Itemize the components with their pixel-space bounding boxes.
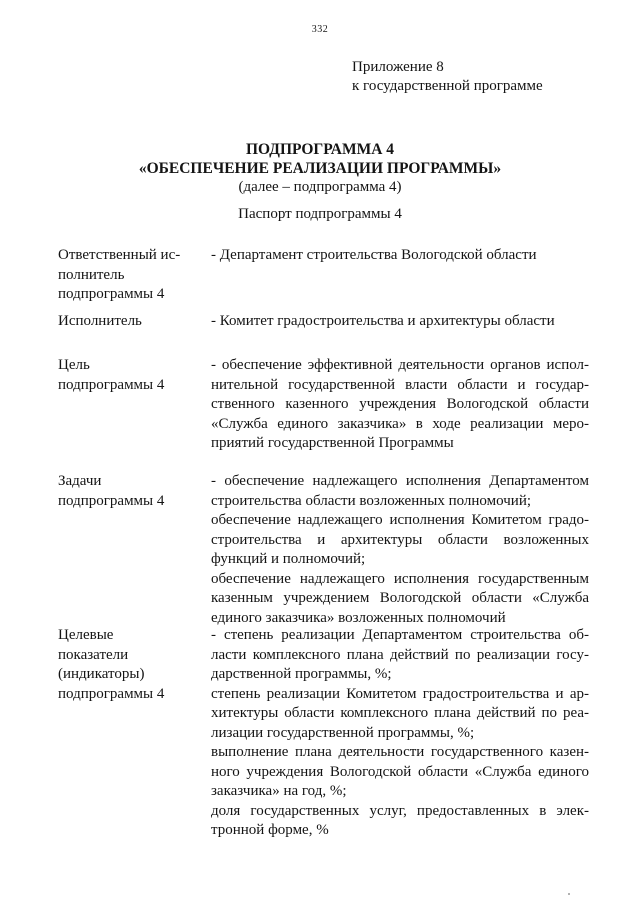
title-line-2: «ОБЕСПЕЧЕНИЕ РЕАЛИЗАЦИИ ПРОГРАММЫ» bbox=[138, 160, 502, 177]
row-value bbox=[211, 356, 589, 454]
value-line: - Департамент строительства Вологодской области bbox=[211, 247, 537, 263]
page-number: 332 bbox=[311, 24, 329, 35]
value-line: степень реализации Комитетом градостроительства и ар- bbox=[211, 685, 589, 702]
value-line: ласти комплексного плана действий по реализации госу- bbox=[211, 646, 589, 663]
value-line: приятий государственной Программы bbox=[211, 435, 454, 451]
label-line: Исполнитель bbox=[58, 313, 142, 329]
value-line: доля государственных услуг, предоставленных в элек- bbox=[211, 802, 589, 819]
value-line: тронной форме, % bbox=[211, 822, 329, 838]
label-line: показатели bbox=[58, 646, 129, 663]
label-line: подпрограммы 4 bbox=[58, 685, 165, 702]
value-line: строительства области возложенных полномочий; bbox=[211, 492, 532, 509]
passport-heading: Паспорт подпрограммы 4 bbox=[238, 206, 402, 222]
row-value bbox=[211, 312, 589, 332]
subprogram-title bbox=[0, 140, 640, 197]
row-label bbox=[58, 312, 198, 332]
title-subtitle: (далее – подпрограмма 4) bbox=[238, 179, 402, 195]
label-line: полнитель bbox=[58, 266, 125, 283]
row-label bbox=[58, 472, 198, 511]
value-line: выполнение плана деятельности государственного казен- bbox=[211, 744, 589, 760]
scan-speck bbox=[568, 893, 570, 895]
label-line: Задачи bbox=[58, 473, 102, 489]
row-label bbox=[58, 246, 198, 305]
value-line: заказчика» на год, %; bbox=[211, 783, 347, 799]
value-line: казенным учреждением Вологодской области «Служба bbox=[211, 590, 589, 606]
label-line: подпрограммы 4 bbox=[58, 286, 165, 302]
row-value bbox=[211, 246, 589, 266]
label-line: (индикаторы) bbox=[58, 666, 145, 682]
value-line: строительства и архитектуры области возложенных bbox=[211, 531, 589, 548]
value-line: единого заказчика» возложенных полномочий bbox=[211, 609, 506, 626]
label-line: Целевые bbox=[58, 627, 114, 643]
value-line: ного учреждения Вологодской области «Служба единого bbox=[211, 763, 589, 780]
appendix-note bbox=[352, 58, 543, 96]
title-line-1: ПОДПРОГРАММА 4 bbox=[245, 141, 395, 158]
appendix-line-2: к государственной программе bbox=[352, 78, 543, 94]
row-label bbox=[58, 356, 198, 395]
value-line: нительной государственной власти области и государ- bbox=[211, 376, 589, 393]
value-line: хитектуры области комплексного плана действий по реа- bbox=[211, 705, 589, 721]
value-line: функций и полномочий; bbox=[211, 551, 366, 567]
value-line: «Служба единого заказчика» в ходе реализации меро- bbox=[211, 415, 589, 432]
value-line: - степень реализации Департаментом строительства об- bbox=[211, 627, 589, 643]
value-line: обеспечение надлежащего исполнения Комитетом градо- bbox=[211, 512, 589, 528]
label-line: Цель bbox=[58, 357, 90, 373]
value-line: - обеспечение надлежащего исполнения Департаментом bbox=[211, 473, 589, 489]
label-line: Ответственный ис- bbox=[58, 247, 181, 263]
row-value bbox=[211, 472, 589, 628]
label-line: подпрограммы 4 bbox=[58, 376, 165, 393]
value-line: ственного казенного учреждения Вологодской области bbox=[211, 396, 589, 412]
value-line: - Комитет градостроительства и архитектуры области bbox=[211, 313, 555, 329]
appendix-line-1: Приложение 8 bbox=[352, 59, 444, 75]
value-line: - обеспечение эффективной деятельности органов испол- bbox=[211, 357, 589, 373]
value-line: обеспечение надлежащего исполнения государственным bbox=[211, 570, 589, 587]
value-line: лизации государственной программы, %; bbox=[211, 724, 475, 741]
label-line: подпрограммы 4 bbox=[58, 492, 165, 509]
row-value bbox=[211, 626, 589, 841]
value-line: дарственной программы, %; bbox=[211, 666, 392, 682]
row-label bbox=[58, 626, 198, 704]
